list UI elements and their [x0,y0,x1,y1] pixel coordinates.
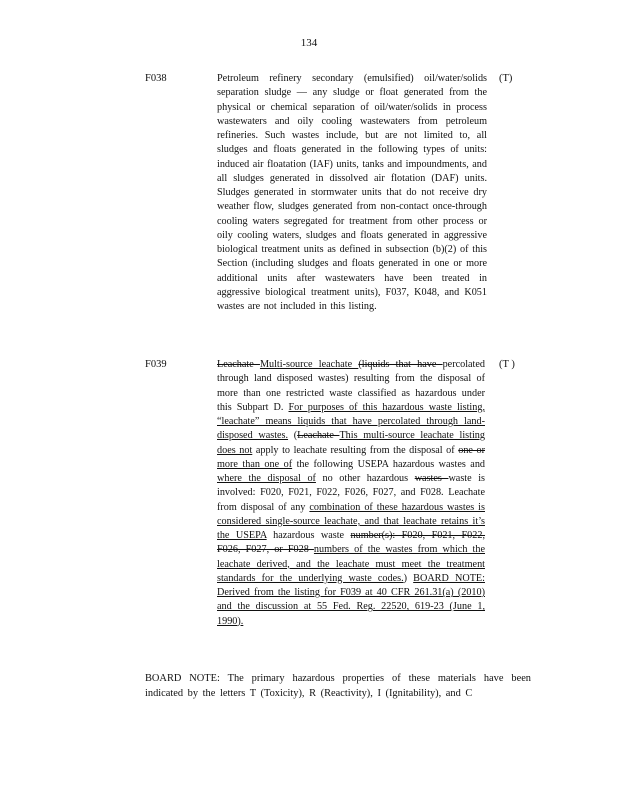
hazard-code: (T) [499,73,513,84]
board-note: BOARD NOTE: The primary hazardous properties of these materials have been indicated by the letters T (Toxicity), R (Reactivity), I (Ignitability), and C [145,673,531,699]
waste-code: F038 [145,73,167,84]
text-plain: apply to leachate resulting from the disposal of [252,444,459,456]
waste-code: F039 [145,359,167,370]
text-plain: ) [403,572,414,584]
text-deleted: Leachate [297,430,340,442]
listing-entry-f038 [0,72,618,352]
text-inserted: where the disposal of [217,473,316,484]
text-plain: hazardous waste [266,530,351,541]
waste-description [217,358,485,629]
text-inserted: combination of these hazardous wastes is considered single-source leachate, and that leachate retains it’s the USEPA [217,501,485,541]
text-deleted: one or [458,444,485,456]
text-plain: ( [288,430,298,442]
text-inserted: more than one of [217,458,293,470]
text-deleted: number(s): F020, F021, F022, F026, F027, or F028 [217,530,486,556]
text-deleted: Leachate [217,359,260,370]
hazard-code: (T ) [499,359,515,370]
waste-description: Petroleum refinery secondary (emulsified) oil/water/solids separation sludge — any sludge or float generated from the physical or chemical separation of oil/water/solids in process wastewaters and oily cooling wastewaters from petroleum refineries. Such wastes include, but are not limited to, all sludges and floats generated in the following types of units: induced air floatation (IAF) units, tanks and impoundments, and all sludges generated in dissolved air flotation (DAF) units. Sludges generated in stormwater units that do not receive dry weather flow, sludges generated from non-contact once-through cooling waters segregated for treatment from other process or oily cooling waters, sludges and floats generated in aggressive biological treatment units as defined in subsection (b)(2) of this Section (including sludges and floats generated in one or more additional units after wastewaters have been treated in aggressive biological treatment units), F037, K048, and K051 wastes are not included in this listing. [217,73,487,312]
text-plain: waste is involved: F020, F021, F022, F026, F027, and F028. Leachate from disposal of any [217,473,486,513]
page-number: 134 [300,37,318,49]
text-deleted: wastes [414,473,449,484]
text-inserted: For purposes of this hazardous waste listing, “leachate” means liquids that have percolated through land-disposed wastes. [217,401,485,442]
text-deleted: (liquids that have [358,359,443,370]
board-note-inline: BOARD NOTE: Derived from the listing for F039 at 40 CFR 261.31(a) (2010) and the discussion at 55 Fed. Reg. 22520, 619-23 (June 1, 1990). [217,572,485,627]
text-plain: no other hazardous [315,473,415,484]
listing-entry-f039 [0,358,618,663]
text-plain: the following USEPA hazardous wastes and [292,458,486,470]
text-inserted: numbers of the wastes from which the leachate derived, and the leachate must meet the treatment standards for the underlying waste codes. [217,544,485,584]
text-inserted: Multi-source leachate [259,359,359,370]
text-plain: percolated through land disposed wastes) resulting from the disposal of more than one restricted waste classified as hazardous under this Subpart D. [217,359,485,413]
text-inserted: This multi-source leachate listing does not [217,430,485,456]
